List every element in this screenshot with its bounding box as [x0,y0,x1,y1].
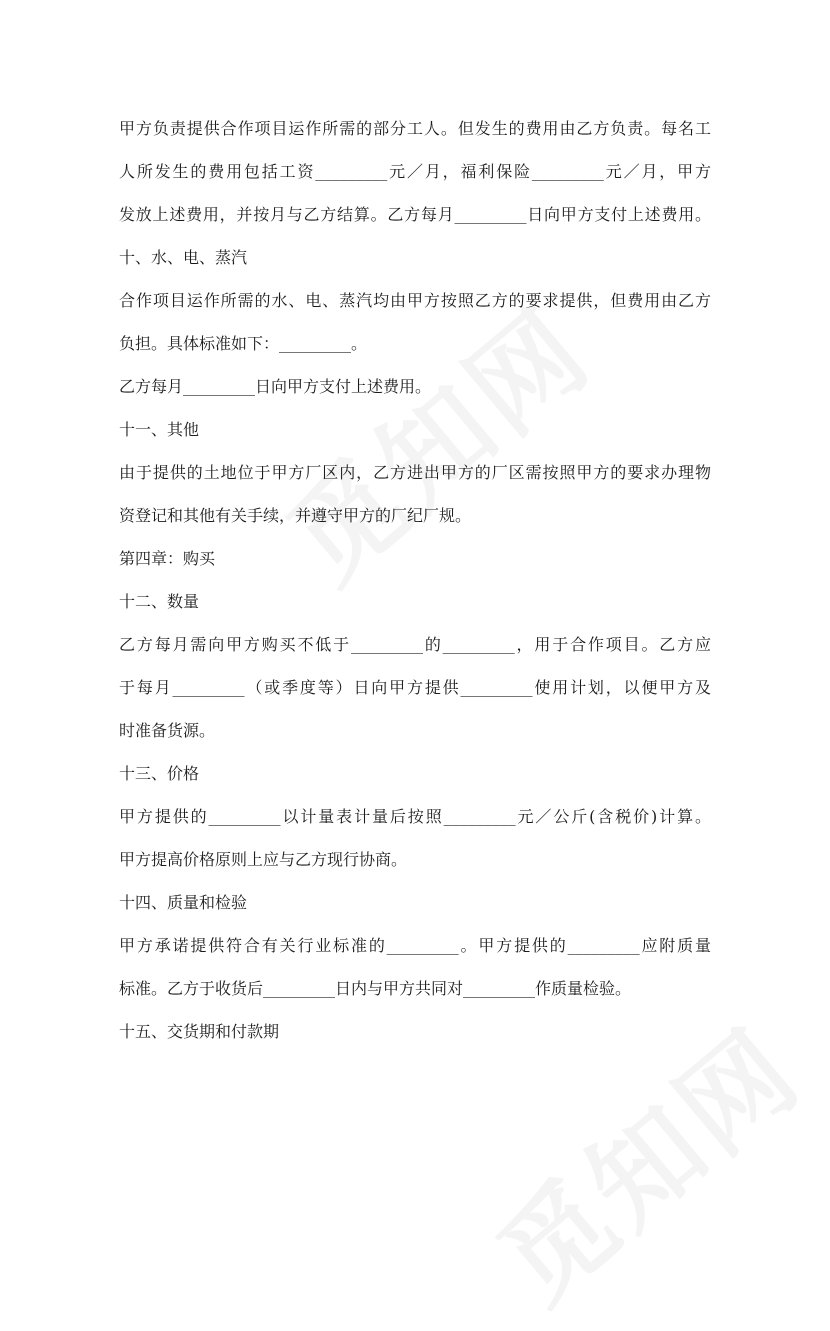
paragraph-line: 甲方负责提供合作项目运作所需的部分工人。但发生的费用由乙方负责。每名工 [119,119,711,138]
paragraph-line: 甲方提高价格原则上应与乙方现行协商。 [119,850,408,869]
paragraph-line: 时准备货源。 [119,721,216,740]
paragraph-line: 标准。乙方于收货后_________日内与甲方共同对_________作质量检验。 [119,979,632,998]
paragraph-line: 乙方每月_________日向甲方支付上述费用。 [119,377,432,396]
document-body [119,107,711,1053]
paragraph-line: 由于提供的土地位于甲方厂区内，乙方进出甲方的厂区需按照甲方的要求办理物 [119,463,711,482]
paragraph-line: 合作项目运作所需的水、电、蒸汽均由甲方按照乙方的要求提供，但费用由乙方 [119,291,711,310]
section-heading: 十五、交货期和付款期 [119,1022,280,1041]
section-heading: 十、水、电、蒸汽 [119,248,248,267]
paragraph-line: 甲方承诺提供符合有关行业标准的_________。甲方提供的_________应附质量 [119,936,711,955]
paragraph-line: 负担。具体标准如下：_________。 [119,334,368,353]
section-heading: 十四、质量和检验 [119,893,248,912]
section-heading: 十三、价格 [119,764,200,783]
paragraph-line: 甲方提供的_________以计量表计量后按照_________元／公斤(含税价)计算。 [119,807,711,826]
chapter-heading: 第四章：购买 [119,549,216,568]
section-heading: 十二、数量 [119,592,200,611]
paragraph-line: 人所发生的费用包括工资_________元／月，福利保险_________元／月，甲方 [119,162,711,181]
paragraph-line: 资登记和其他有关手续，并遵守甲方的厂纪厂规。 [119,506,472,525]
paragraph-line: 于每月_________（或季度等）日向甲方提供_________使用计划，以便甲方及 [119,678,711,697]
paragraph-line: 乙方每月需向甲方购买不低于_________的_________，用于合作项目。乙方应 [119,635,711,654]
paragraph-line: 发放上述费用，并按月与乙方结算。乙方每月_________日向甲方支付上述费用。 [119,205,711,224]
section-heading: 十一、其他 [119,420,200,439]
